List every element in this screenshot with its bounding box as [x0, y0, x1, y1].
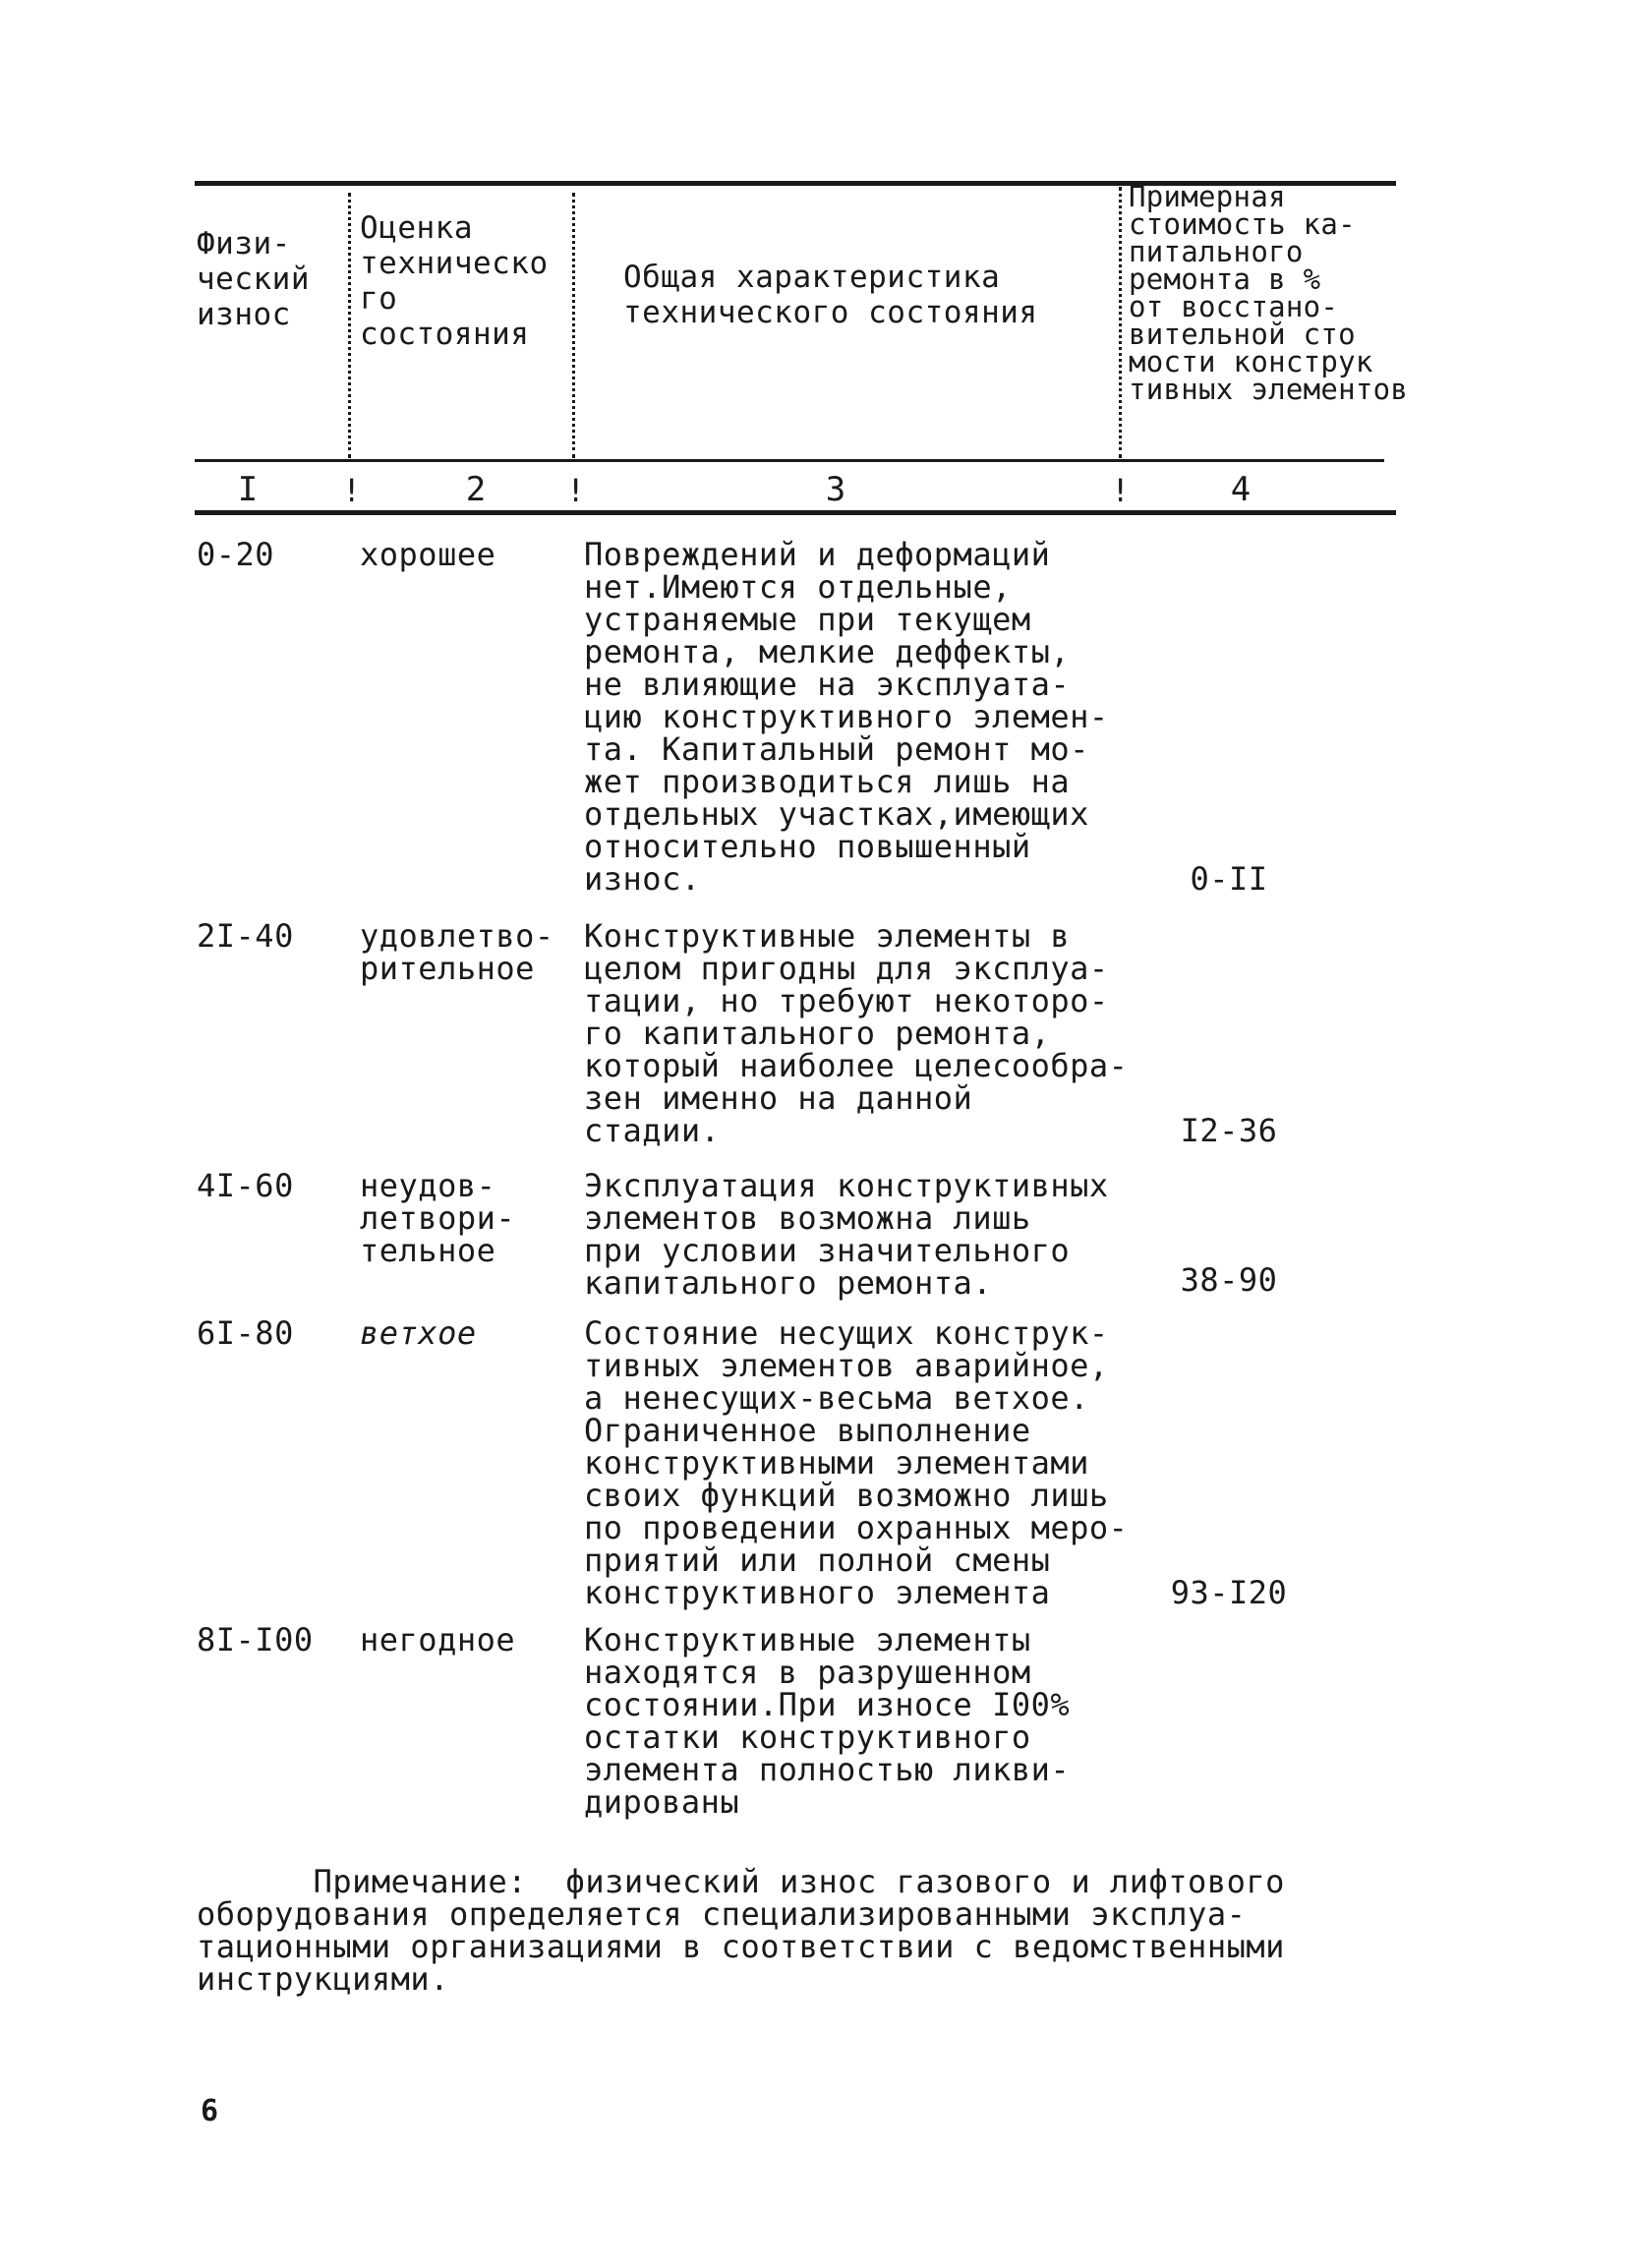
column-number: I — [237, 470, 259, 509]
column-number: 3 — [825, 470, 846, 509]
header-physical-wear: Физи- ческий износ — [197, 226, 310, 332]
condition-description: Конструктивные элементы в целом пригодны для эксплуа- тации, но требуют некоторо- го капитального ремонта, который наиболее целесообра- зен именно на данной стадии. — [584, 917, 1129, 1149]
wear-range: 4I-60 — [197, 1167, 294, 1204]
header-general-characteristic: Общая характеристика технического состояния — [623, 260, 1038, 330]
header-repair-cost: Примерная стоимость ка- питального ремонта в % от восстано- вительной сто мости конструк тивных элементов — [1129, 180, 1409, 406]
wear-range: 8I-I00 — [197, 1621, 314, 1658]
header-separator — [1119, 187, 1122, 458]
column-number-separator: ! — [342, 472, 362, 509]
column-number-separator: ! — [1111, 472, 1131, 509]
condition-description: Конструктивные элементы находятся в разрушенном состоянии.При износе I00% остатки конструктивного элемента полностью ликви- дированы — [584, 1621, 1071, 1821]
condition-rating: негодное — [360, 1621, 516, 1658]
header-technical-rating: Оценка техническо го состояния — [360, 210, 549, 352]
repair-cost: 38-90 — [1180, 1261, 1278, 1299]
header-separator — [348, 193, 351, 458]
wear-range: 6I-80 — [197, 1314, 294, 1352]
column-number-separator: ! — [566, 472, 586, 509]
condition-rating: неудов- летвори- тельное — [360, 1167, 516, 1269]
wear-range: 0-20 — [197, 536, 275, 573]
header-separator — [572, 193, 575, 458]
condition-description: Повреждений и деформаций нет.Имеются отдельные, устраняемые при текущем ремонта, мелкие деффекты, не влияющие на эксплуата- цию конструктивного элемен- та. Капитальный ремонт мо- жет производиться лишь на отдельных участках,имеющих относительно повышенный износ. — [584, 536, 1109, 898]
column-number-rule — [195, 510, 1396, 515]
wear-range: 2I-40 — [197, 917, 294, 955]
condition-rating: удовлетво- рительное — [360, 917, 554, 987]
condition-description: Эксплуатация конструктивных элементов возможна лишь при условии значительного капитального ремонта. — [584, 1167, 1109, 1302]
column-number: 4 — [1230, 470, 1252, 509]
condition-rating: хорошее — [360, 536, 496, 573]
repair-cost: 0-II — [1190, 860, 1268, 898]
footnote: Примечание: физический износ газового и лифтового оборудования определяется специализированными эксплуа- тационными организациями в соответствии с ведомственными инструкциями. — [197, 1863, 1285, 1998]
condition-description: Состояние несущих конструк- тивных элементов аварийное, а ненесущих-весьма ветхое. Ограниченное выполнение конструктивными элементами своих функций возможно лишь по проведении охранных меро- приятий или полной смены конструктивного элемента — [584, 1314, 1129, 1611]
repair-cost: 93-I20 — [1170, 1574, 1288, 1611]
page-number: 6 — [201, 2094, 219, 2128]
column-number: 2 — [465, 470, 487, 509]
condition-rating: ветхое — [360, 1314, 477, 1352]
header-bottom-rule — [195, 459, 1384, 462]
repair-cost: I2-36 — [1180, 1112, 1278, 1149]
